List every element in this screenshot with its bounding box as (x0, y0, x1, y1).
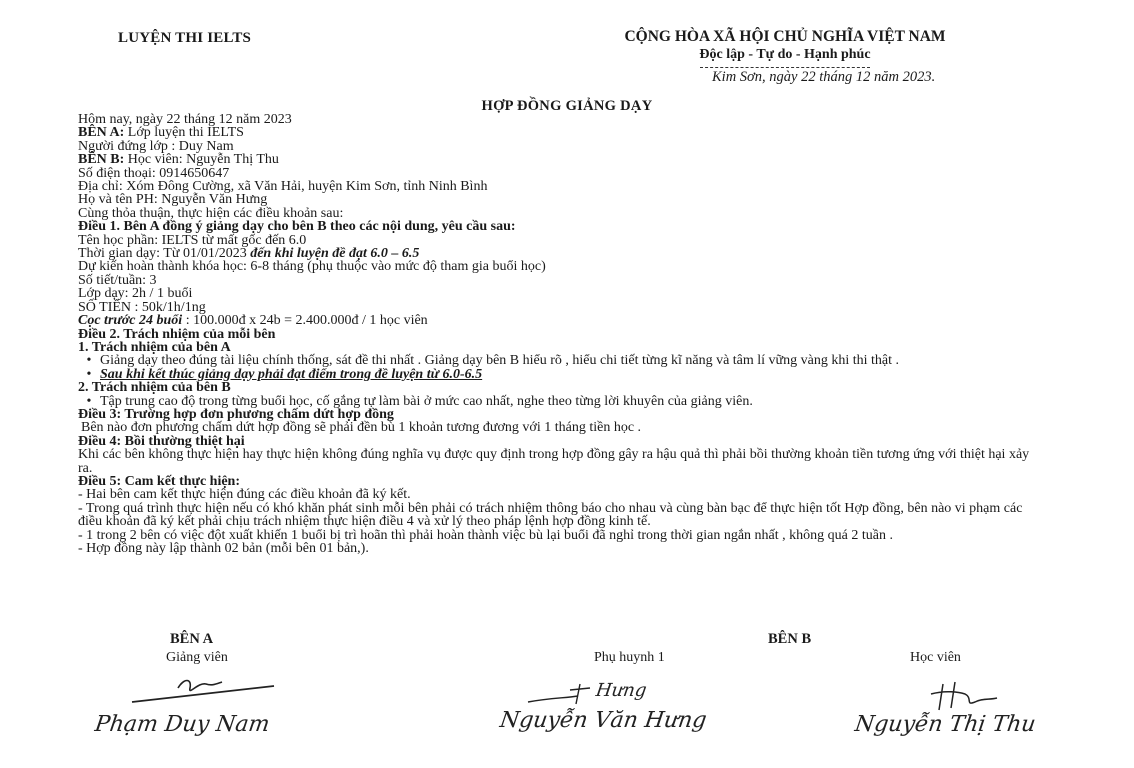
student-signature-name: Nguyễn Thị Thu (853, 712, 1038, 737)
national-heading (505, 28, 1065, 68)
bullet-icon: • (86, 393, 92, 409)
bullet-icon: • (86, 353, 92, 369)
duration-prefix: Thời gian dạy: Từ 01/01/2023 (78, 246, 251, 262)
national-motto: Độc lập - Tự do - Hạnh phúc (699, 47, 871, 62)
date-line: Hôm nay, ngày 22 tháng 12 năm 2023 (78, 112, 292, 127)
representative-line: Người đứng lớp : Duy Nam (78, 138, 234, 154)
article-3-text: Bên nào đơn phương chấm dứt hợp đồng sẽ phải đền bù 1 khoản tương đương với 1 tháng tiền học . (81, 420, 642, 436)
deposit-value: : 100.000đ x 24b = 2.400.000đ / 1 học viên (182, 313, 428, 329)
article-4-heading: Điều 4: Bồi thường thiệt hại (78, 433, 245, 449)
party-a-line (78, 126, 1033, 139)
article-2-sub-b: 2. Trách nhiệm của bên B (78, 380, 231, 396)
list-item (78, 395, 1033, 408)
agreement-line: Cùng thỏa thuận, thực hiện các điều khoản sau: (78, 205, 344, 221)
phone-line: Số điện thoại: 0914650647 (78, 165, 230, 181)
deposit-line (78, 314, 1033, 327)
party-b-value: Học viên: Nguyễn Thị Thu (124, 152, 279, 168)
bullet-icon: • (86, 366, 92, 382)
place-date: Kim Sơn, ngày 22 tháng 12 năm 2023. (712, 69, 936, 85)
article-2-heading: Điều 2. Trách nhiệm của mỗi bên (78, 326, 276, 342)
article-3-heading: Điều 3: Trường hợp đơn phương chấm dứt hợp đồng (78, 406, 394, 422)
nation-title: CỘNG HÒA XÃ HỘI CHỦ NGHĨA VIỆT NAM (624, 28, 946, 45)
article-1-heading: Điều 1. Bên A đồng ý giảng dạy cho bên B theo các nội dung, yêu cầu sau: (78, 219, 516, 235)
duration-emphasis: đến khi luyện đề đạt 6.0 – 6.5 (250, 246, 420, 262)
party-a-label: BÊN A: (78, 125, 125, 141)
deposit-label: Cọc trước 24 buổi (78, 313, 183, 329)
expected-line: Dự kiến hoàn thành khóa học: 6-8 tháng (phụ thuộc vào mức độ tham gia buổi học) (78, 259, 546, 275)
article-2-sub-a: 1. Trách nhiệm của bên A (78, 339, 231, 355)
duration-line (78, 247, 1033, 260)
commit-item-3: - 1 trong 2 bên có việc đột xuất khiến 1 buổi bị trì hoãn thì phải hoàn thành việc bù lại buổi đã nghỉ trong thời gian ngắn nhất , không quá 2 tuần . (78, 527, 893, 543)
teacher-signature-name: Phạm Duy Nam (93, 712, 272, 737)
party-a-value: Lớp luyện thi IELTS (124, 125, 244, 141)
motto-divider (700, 67, 870, 68)
course-line: Tên học phần: IELTS từ mất gốc đến 6.0 (78, 232, 307, 248)
fee-line: SỐ TIỀN : 50k/1h/1ng (78, 299, 206, 315)
party-b-signature-label: BÊN B (768, 631, 812, 647)
party-b-line (78, 153, 1033, 166)
list-item (78, 354, 1033, 367)
organization-name: LUYỆN THI IELTS (118, 30, 252, 46)
student-role: Học viên (910, 650, 961, 665)
a-item-1: Giảng dạy theo đúng tài liệu chính thống, sát đề thi nhất . Giảng dạy bên B hiểu rõ , hiểu chi tiết từng kĩ năng và tâm lí vững vàng khi thi thật . (100, 353, 900, 369)
b-item-1: Tập trung cao độ trong từng buổi học, cố gắng tự làm bài ở mức cao nhất, nghe theo từng lời khuyên của giảng viên. (100, 393, 753, 409)
party-b-label: BÊN B: (78, 152, 125, 168)
contract-body (78, 113, 1033, 555)
class-length-line: Lớp dạy: 2h / 1 buổi (78, 286, 193, 302)
parent-scribble: Hưng (594, 680, 648, 701)
party-a-signature-label: BÊN A (170, 631, 214, 647)
a-item-2: Sau khi kết thúc giảng dạy phải đạt điểm trong đề luyện từ 6.0-6.5 (100, 366, 483, 382)
teacher-signature-mark (128, 672, 278, 706)
parent-role: Phụ huynh 1 (594, 650, 665, 665)
commit-item-2: - Trong quá trình thực hiện nếu có khó khăn phát sinh mỗi bên phải có trách nhiệm thông báo cho nhau và cùng bàn bạc để thực hiện tốt Hợp đồng, bên nào vi phạm các điều khoản đã ký kết phải chịu trách nhiệm thực hiện điều 4 và xử lý theo pháp lệnh hợp đồng kinh tế. (78, 500, 1023, 530)
address-line: Địa chỉ: Xóm Đông Cường, xã Văn Hải, huyện Kim Sơn, tỉnh Ninh Bình (78, 179, 488, 195)
list-item (78, 368, 1033, 381)
commit-item-4: - Hợp đồng này lập thành 02 bản (mỗi bên 01 bản,). (78, 541, 369, 556)
student-signature-mark (925, 680, 1005, 714)
sessions-line: Số tiết/tuần: 3 (78, 272, 157, 288)
parent-signature-name: Nguyễn Văn Hưng (498, 708, 709, 733)
parent-line: Họ và tên PH: Nguyễn Văn Hưng (78, 192, 268, 208)
article-4-text: Khi các bên không thực hiện hay thực hiện không đúng nghĩa vụ được quy định trong hợp đồng gây ra hậu quả thì phải bồi thường khoản tiền tương ứng với thiệt hại xảy ra. (78, 447, 1030, 476)
commit-item-1: - Hai bên cam kết thực hiện đúng các điều khoản đã ký kết. (78, 487, 411, 503)
teacher-role: Giảng viên (166, 650, 228, 665)
article-5-heading: Điều 5: Cam kết thực hiện: (78, 473, 240, 489)
document-title: HỢP ĐỒNG GIẢNG DẠY (481, 98, 653, 114)
